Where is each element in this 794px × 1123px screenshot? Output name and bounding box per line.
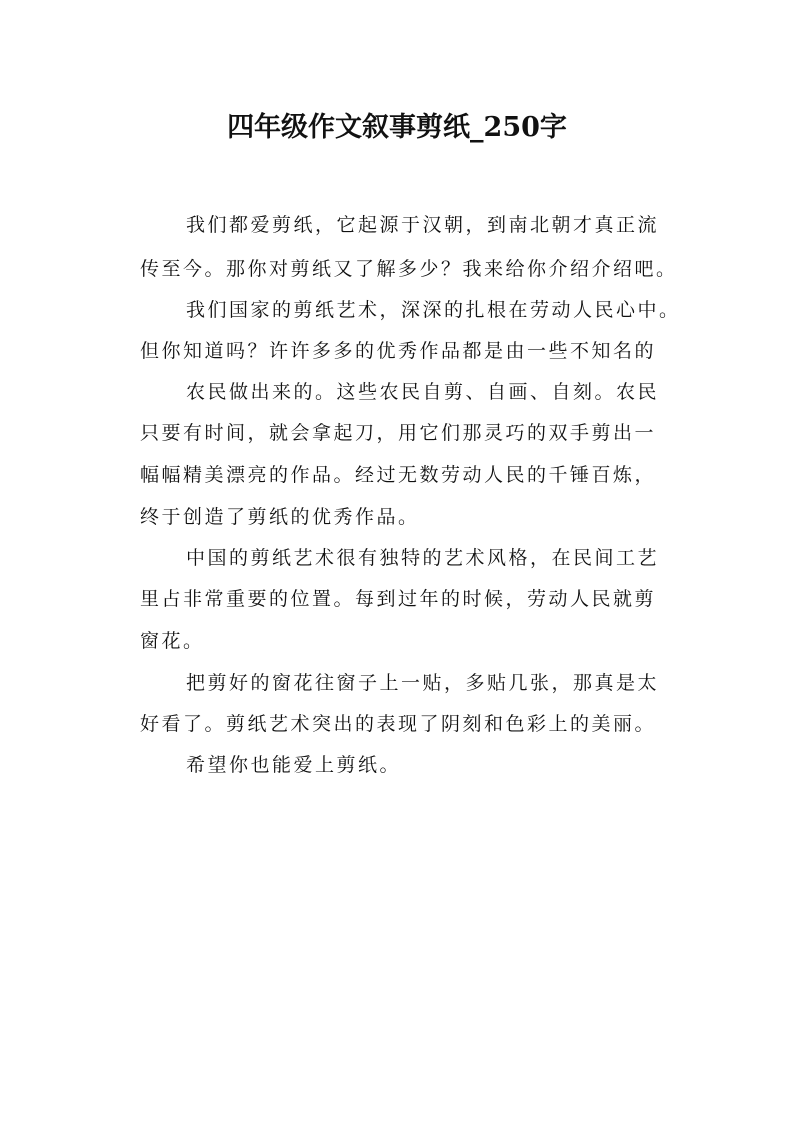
paragraph-line: 只要有时间，就会拿起刀，用它们那灵巧的双手剪出一	[140, 422, 657, 444]
paragraph-line: 传至今。那你对剪纸又了解多少？我来给你介绍介绍吧。	[140, 258, 678, 280]
paragraph-line: 终于创造了剪纸的优秀作品。	[140, 506, 420, 528]
paragraph-line: 幅幅精美漂亮的作品。经过无数劳动人民的千锤百炼，	[140, 464, 657, 486]
document-title: 四年级作文叙事剪纸_250字	[227, 112, 567, 143]
paragraph-line: 我们都爱剪纸，它起源于汉朝，到南北朝才真正流	[186, 214, 660, 236]
paragraph-line: 把剪好的窗花往窗子上一贴，多贴几张，那真是太	[186, 672, 660, 694]
paragraph-line: 但你知道吗？许许多多的优秀作品都是由一些不知名的	[140, 340, 657, 362]
paragraph-line: 好看了。剪纸艺术突出的表现了阴刻和色彩上的美丽。	[140, 713, 657, 735]
paragraph-line: 中国的剪纸艺术很有独特的艺术风格，在民间工艺	[186, 547, 660, 569]
paragraph-line: 农民做出来的。这些农民自剪、自画、自刻。农民	[186, 381, 660, 403]
paragraph-line: 我们国家的剪纸艺术，深深的扎根在劳动人民心中。	[186, 299, 681, 321]
paragraph-line: 里占非常重要的位置。每到过年的时候，劳动人民就剪	[140, 588, 657, 610]
paragraph-line: 窗花。	[140, 630, 205, 652]
paragraph-line: 希望你也能爱上剪纸。	[186, 754, 402, 776]
